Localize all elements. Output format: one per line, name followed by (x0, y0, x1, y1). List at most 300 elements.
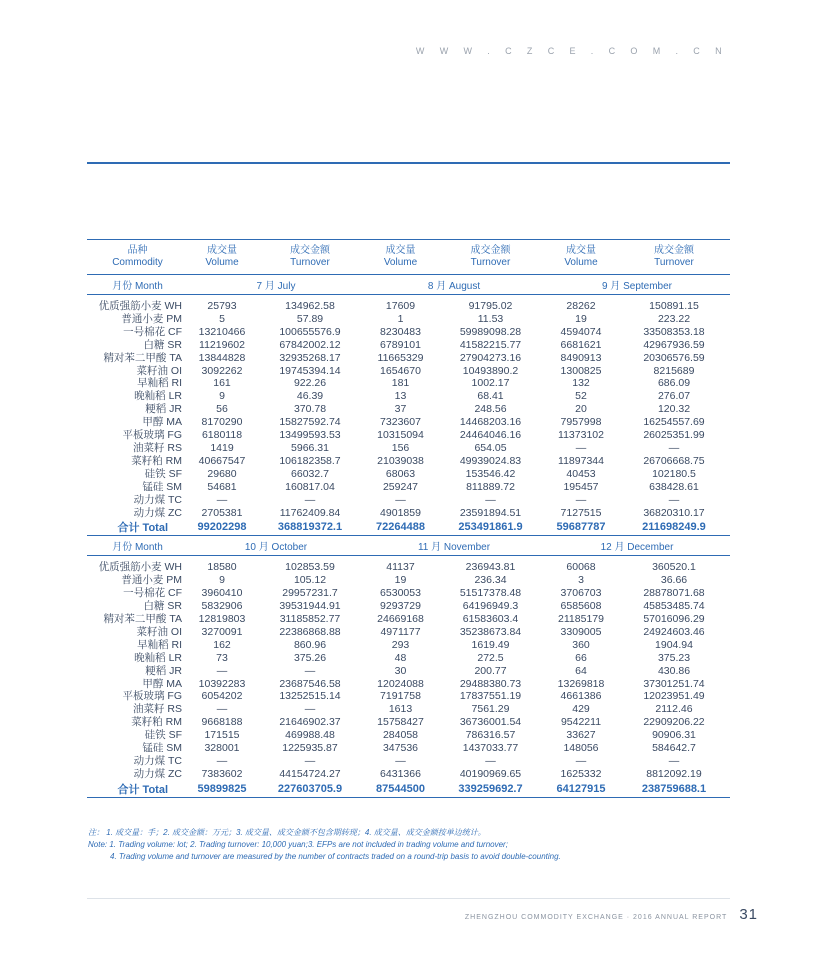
commodity-name: 油菜籽 RS (132, 703, 182, 716)
total-turnover: 368819372.1 (256, 519, 364, 536)
month-row (87, 275, 730, 295)
turnover-cell: 17837551.19 (459, 690, 522, 703)
table-row (87, 339, 730, 352)
turnover-cell: 61583603.4 (462, 613, 519, 626)
turnover-cell: — (485, 755, 496, 767)
turnover-cell: 32935268.17 (279, 351, 341, 364)
turnover-cell: 19745394.14 (279, 364, 341, 377)
turnover-cell: 24924603.46 (643, 625, 705, 638)
commodity-name: 精对苯二甲酸 TA (103, 351, 182, 364)
turnover-cell: 15827592.74 (279, 416, 341, 429)
volume-cell: 17609 (385, 300, 416, 312)
volume-cell: 4901859 (380, 506, 421, 519)
header-turnover: 成交金额 Turnover (437, 240, 544, 275)
turnover-cell: 35238673.84 (459, 625, 522, 638)
table-row (87, 481, 730, 494)
turnover-cell: 1619.49 (471, 638, 510, 651)
turnover-cell: — (485, 493, 496, 506)
volume-cell: 21185179 (558, 613, 604, 626)
volume-cell: 6054202 (201, 690, 243, 703)
turnover-cell: 16254557.69 (643, 416, 705, 429)
volume-cell: 1654670 (380, 364, 421, 377)
volume-cell: 7127515 (560, 506, 602, 519)
turnover-cell: 40190969.65 (459, 767, 522, 780)
volume-cell: 9542211 (560, 716, 602, 729)
turnover-cell: — (304, 664, 316, 677)
turnover-cell: 276.07 (657, 390, 691, 403)
turnover-cell: 1002.17 (471, 377, 510, 390)
volume-cell: 4661386 (560, 690, 602, 703)
volume-cell: 1613 (388, 703, 413, 716)
turnover-cell: 64196949.3 (462, 600, 519, 613)
volume-cell: 156 (391, 441, 410, 454)
volume-cell: 13 (394, 390, 407, 403)
turnover-cell: 11.53 (477, 312, 504, 325)
table-row (87, 352, 730, 365)
month-september: 9 月 September (544, 275, 730, 295)
commodity-name: 一号棉花 CF (123, 587, 182, 600)
turnover-cell: 67842002.12 (279, 338, 341, 351)
volume-cell: 5832906 (201, 600, 243, 613)
table-row (87, 416, 730, 429)
footer (465, 906, 758, 923)
total-turnover: 227603705.9 (256, 781, 364, 798)
turnover-cell: 200.77 (474, 664, 507, 677)
table-row (87, 313, 730, 326)
header-volume: 成交量 Volume (364, 240, 437, 275)
total-row (87, 781, 730, 798)
turnover-cell: 1437033.77 (462, 742, 519, 755)
volume-cell: 11665329 (377, 351, 424, 364)
table-row (87, 729, 730, 742)
volume-cell: — (575, 493, 587, 506)
turnover-cell: 370.78 (293, 403, 327, 416)
turnover-cell: 8812092.19 (646, 767, 702, 780)
table-row (87, 300, 730, 313)
turnover-cell: 36820310.17 (643, 506, 705, 519)
top-rule (87, 162, 730, 164)
table-row (87, 755, 730, 768)
volume-cell: 8230483 (380, 325, 421, 338)
volume-cell: 9 (219, 574, 225, 587)
month-december: 12 月 December (544, 536, 730, 556)
volume-cell: — (216, 493, 228, 506)
volume-cell: 259247 (382, 480, 419, 493)
turnover-cell: 584642.7 (652, 742, 696, 755)
table-row (87, 429, 730, 442)
turnover-cell: 236.34 (474, 574, 507, 587)
total-volume: 72264488 (364, 519, 437, 536)
table-row (87, 365, 730, 378)
volume-cell: 7191758 (380, 690, 421, 703)
turnover-cell: 66032.7 (291, 467, 329, 480)
commodity-name: 动力煤 ZC (133, 506, 182, 519)
volume-cell: 3270091 (201, 625, 243, 638)
turnover-cell: 1904.94 (655, 638, 693, 651)
table-row (87, 561, 730, 574)
volume-cell: 6789101 (380, 338, 421, 351)
turnover-cell: 59989098.28 (459, 325, 522, 338)
volume-cell: 3092262 (201, 364, 243, 377)
volume-cell: 2705381 (201, 506, 243, 519)
volume-cell: 40453 (566, 467, 596, 480)
turnover-cell: 57.89 (296, 312, 324, 325)
month-row (87, 536, 730, 556)
volume-cell: 6530053 (380, 587, 421, 600)
table-row (87, 600, 730, 613)
volume-cell: 30 (394, 664, 407, 677)
turnover-cell: 272.5 (477, 651, 504, 664)
commodity-name: 粳稻 JR (145, 664, 182, 677)
volume-cell: 37 (394, 403, 407, 416)
volume-cell: 15758427 (377, 716, 424, 729)
turnover-cell: 134962.58 (285, 300, 335, 312)
volume-cell: 6180118 (201, 429, 243, 442)
volume-cell: 28262 (566, 300, 596, 312)
total-turnover: 339259692.7 (437, 781, 544, 798)
total-volume: 87544500 (364, 781, 437, 798)
turnover-cell: — (668, 755, 680, 767)
total-volume: 59899825 (188, 781, 256, 798)
turnover-cell: 23687546.58 (279, 677, 341, 690)
volume-cell: 9 (219, 390, 225, 403)
table-row (87, 494, 730, 507)
turnover-cell: 102180.5 (652, 467, 696, 480)
volume-cell: 328001 (204, 742, 240, 755)
table-header-row (87, 240, 730, 275)
total-volume: 64127915 (544, 781, 618, 798)
turnover-cell: 51517378.48 (459, 587, 522, 600)
volume-cell: 1625332 (560, 767, 602, 780)
commodity-name: 油菜籽 RS (132, 441, 182, 454)
turnover-cell: 2112.46 (655, 703, 693, 716)
turnover-cell: 375.23 (657, 651, 691, 664)
volume-cell: 162 (213, 638, 231, 651)
volume-cell: 33627 (566, 729, 596, 742)
turnover-cell: 20306576.59 (643, 351, 705, 364)
volume-cell: 181 (391, 377, 410, 390)
turnover-cell: 37301251.74 (643, 677, 705, 690)
commodity-name: 甲醇 MA (142, 677, 182, 690)
page-number: 31 (739, 906, 758, 923)
table-row (87, 690, 730, 703)
turnover-cell: 29488380.73 (459, 677, 522, 690)
turnover-cell: 23591894.51 (459, 506, 522, 519)
volume-cell: 7323607 (380, 416, 421, 429)
turnover-cell: 31185852.77 (279, 613, 341, 626)
turnover-cell: 686.09 (657, 377, 691, 390)
turnover-cell: 7561.29 (471, 703, 510, 716)
volume-cell: 11219602 (199, 338, 245, 351)
commodity-name: 甲醇 MA (142, 416, 182, 429)
volume-cell: 171515 (204, 729, 240, 742)
table-row (87, 468, 730, 481)
turnover-cell: 160817.04 (285, 480, 335, 493)
turnover-cell: 654.05 (474, 441, 507, 454)
turnover-cell: 44154724.27 (279, 767, 341, 780)
volume-cell: 41137 (386, 561, 415, 574)
turnover-cell: 22386868.88 (279, 625, 341, 638)
turnover-cell: 236943.81 (465, 561, 516, 574)
volume-cell: 10315094 (377, 429, 424, 442)
commodity-name: 白糖 SR (143, 600, 182, 613)
commodity-name: 一号棉花 CF (123, 325, 182, 338)
volume-cell: 347536 (382, 742, 419, 755)
block-jul-sep (87, 275, 730, 536)
table-row (87, 742, 730, 755)
turnover-cell: 41582215.77 (459, 338, 522, 351)
commodity-name: 优质强筋小麦 WH (98, 300, 182, 312)
table-row (87, 455, 730, 468)
table-row (87, 652, 730, 665)
turnover-cell: 223.22 (657, 312, 691, 325)
volume-cell: 20 (575, 403, 587, 416)
turnover-cell: 14468203.16 (459, 416, 522, 429)
turnover-cell: 26025351.99 (643, 429, 705, 442)
month-october: 10 月 October (188, 536, 364, 556)
commodity-name: 菜籽油 OI (136, 625, 182, 638)
commodity-name: 动力煤 TC (133, 493, 182, 506)
commodity-name: 菜籽粕 RM (131, 716, 182, 729)
turnover-cell: 5966.31 (291, 441, 329, 454)
volume-cell: 9668188 (201, 716, 243, 729)
note-cn: 注： 1. 成交量：手；2. 成交金额：万元；3. 成交量、成交金额不包含期转现；4. 成交量、成交金额按单边统计。 (88, 828, 486, 837)
table-row (87, 703, 730, 716)
turnover-cell: 8215689 (653, 364, 695, 377)
table-row (87, 613, 730, 626)
commodity-name: 动力煤 ZC (133, 767, 182, 780)
volume-cell: 24669168 (377, 613, 424, 626)
turnover-cell: — (304, 493, 316, 506)
commodity-name: 晚籼稻 LR (134, 651, 182, 664)
turnover-cell: 638428.61 (649, 480, 699, 493)
volume-cell: 5 (219, 312, 225, 325)
header-turnover: 成交金额 Turnover (618, 240, 730, 275)
volume-cell: — (575, 755, 587, 767)
commodity-name: 普通小麦 PM (121, 312, 182, 325)
commodity-name: 硅铁 SF (144, 467, 182, 480)
volume-cell: 6681621 (560, 338, 602, 351)
volume-cell: 4971177 (380, 625, 421, 638)
turnover-cell: 360520.1 (652, 561, 696, 574)
volume-cell: 3309005 (560, 625, 602, 638)
volume-cell: 10392283 (198, 677, 246, 690)
table-row (87, 442, 730, 455)
volume-cell: — (216, 703, 228, 716)
turnover-cell: 106182358.7 (279, 454, 341, 467)
volume-cell: 3960410 (201, 587, 243, 600)
turnover-cell: 13252515.14 (279, 690, 341, 703)
table-row (87, 377, 730, 390)
volume-cell: 6585608 (560, 600, 602, 613)
volume-cell: 360 (572, 638, 590, 651)
header-commodity: 品种 Commodity (87, 240, 188, 275)
total-volume: 59687787 (544, 519, 618, 536)
turnover-cell: 36.66 (660, 574, 688, 587)
trading-table (87, 239, 730, 798)
total-label: 合计 Total (87, 519, 188, 536)
volume-cell: 4594074 (560, 325, 602, 338)
table-row (87, 507, 730, 520)
table-row (87, 665, 730, 678)
table-row (87, 326, 730, 339)
turnover-cell: 100655576.9 (279, 325, 341, 338)
commodity-name: 菜籽粕 RM (131, 454, 182, 467)
volume-cell: 8170290 (201, 416, 243, 429)
volume-cell: 29680 (207, 467, 237, 480)
volume-cell: 1419 (210, 441, 234, 454)
turnover-cell: 11762409.84 (279, 506, 341, 519)
volume-cell: 429 (572, 703, 590, 716)
volume-cell: 148056 (563, 742, 599, 755)
volume-cell: 7383602 (201, 767, 243, 780)
turnover-cell: 68.41 (477, 390, 504, 403)
turnover-cell: 153546.42 (465, 467, 516, 480)
commodity-name: 粳稻 JR (145, 403, 182, 416)
turnover-cell: 57016096.29 (643, 613, 705, 626)
turnover-cell: 13499593.53 (279, 429, 341, 442)
turnover-cell: 46.39 (296, 390, 324, 403)
table-row (87, 403, 730, 416)
volume-cell: 13844828 (198, 351, 246, 364)
volume-cell: — (216, 664, 228, 677)
turnover-cell: 10493890.2 (462, 364, 519, 377)
footer-rule (87, 898, 730, 899)
turnover-cell: 27904273.16 (459, 351, 522, 364)
commodity-name: 平板玻璃 FG (122, 429, 182, 442)
total-label: 合计 Total (87, 781, 188, 798)
turnover-cell: 12023951.49 (643, 690, 705, 703)
volume-cell: 48 (394, 651, 407, 664)
header-volume: 成交量 Volume (188, 240, 256, 275)
volume-cell: 18580 (207, 561, 237, 574)
volume-cell: 64 (575, 664, 587, 677)
table-row (87, 626, 730, 639)
turnover-cell: 430.86 (657, 664, 691, 677)
volume-cell: 40667547 (198, 454, 246, 467)
commodity-name: 晚籼稻 LR (134, 390, 182, 403)
table-row (87, 587, 730, 600)
volume-cell: 73 (216, 651, 228, 664)
commodity-name: 优质强筋小麦 WH (98, 561, 182, 574)
volume-cell: 25793 (207, 300, 237, 312)
turnover-cell: — (304, 703, 316, 716)
turnover-cell: — (304, 755, 316, 767)
table-row (87, 716, 730, 729)
volume-cell: 3 (578, 574, 584, 587)
volume-cell: 12819803 (198, 613, 246, 626)
turnover-cell: 811889.72 (466, 480, 515, 493)
turnover-cell: 21646902.37 (279, 716, 341, 729)
volume-cell: 11373102 (558, 429, 604, 442)
volume-cell: 52 (575, 390, 587, 403)
turnover-cell: 33508353.18 (643, 325, 705, 338)
commodity-name: 锰硅 SM (142, 480, 182, 493)
commodity-name: 白糖 SR (143, 338, 182, 351)
notes (88, 827, 561, 863)
volume-cell: — (575, 441, 587, 454)
month-august: 8 月 August (364, 275, 544, 295)
turnover-cell: 26706668.75 (643, 454, 705, 467)
volume-cell: 12024088 (377, 677, 424, 690)
commodity-name: 平板玻璃 FG (122, 690, 182, 703)
footer-text: ZHENGZHOU COMMODITY EXCHANGE · 2016 ANNUAL REPORT (464, 914, 728, 921)
commodity-name: 普通小麦 PM (121, 574, 182, 587)
turnover-cell: 120.32 (657, 403, 691, 416)
volume-cell: — (395, 493, 406, 506)
table-row (87, 390, 730, 403)
turnover-cell: 105.12 (293, 574, 327, 587)
commodity-name: 动力煤 TC (133, 755, 182, 767)
volume-cell: 13210466 (198, 325, 246, 338)
month-november: 11 月 November (364, 536, 544, 556)
volume-cell: — (395, 755, 406, 767)
volume-cell: 54681 (207, 480, 237, 493)
commodity-name: 菜籽油 OI (136, 364, 182, 377)
turnover-cell: 150891.15 (649, 300, 699, 312)
table-row (87, 768, 730, 781)
turnover-cell: 29957231.7 (282, 587, 338, 600)
volume-cell: 7957998 (560, 416, 602, 429)
turnover-cell: 786316.57 (465, 729, 516, 742)
volume-cell: 9293729 (380, 600, 421, 613)
month-label: 月份 Month (87, 536, 188, 556)
turnover-cell: 102853.59 (285, 561, 335, 574)
turnover-cell: — (668, 441, 680, 454)
volume-cell: 56 (216, 403, 228, 416)
turnover-cell: 469988.48 (285, 729, 335, 742)
turnover-cell: 24464046.16 (459, 429, 522, 442)
turnover-cell: 922.26 (293, 377, 327, 390)
volume-cell: 6431366 (380, 767, 421, 780)
turnover-cell: 49939024.83 (459, 454, 522, 467)
volume-cell: 1 (397, 312, 404, 325)
turnover-cell: 91795.02 (468, 300, 513, 312)
volume-cell: 1300825 (560, 364, 602, 377)
commodity-name: 早籼稻 RI (137, 638, 182, 651)
volume-cell: 19 (394, 574, 407, 587)
header-turnover: 成交金额 Turnover (256, 240, 364, 275)
volume-cell: — (216, 755, 228, 767)
total-turnover: 238759688.1 (618, 781, 730, 798)
table-row (87, 639, 730, 652)
volume-cell: 3706703 (560, 587, 602, 600)
turnover-cell: 39531944.91 (279, 600, 341, 613)
commodity-name: 早籼稻 RI (137, 377, 182, 390)
total-row (87, 519, 730, 536)
turnover-cell: 375.26 (293, 651, 327, 664)
turnover-cell: 90906.31 (652, 729, 696, 742)
commodity-name: 锰硅 SM (142, 742, 182, 755)
turnover-cell: 860.96 (293, 638, 327, 651)
table-row (87, 574, 730, 587)
volume-cell: 11897344 (558, 454, 604, 467)
volume-cell: 293 (391, 638, 410, 651)
note-en-2: 4. Trading volume and turnover are measured by the number of contracts traded on a round-trip basis to avoid double-counting. (110, 852, 561, 861)
volume-cell: 21039038 (377, 454, 424, 467)
turnover-cell: 248.56 (474, 403, 507, 416)
total-turnover: 211698249.9 (618, 519, 730, 536)
volume-cell: 195457 (563, 480, 599, 493)
commodity-name: 精对苯二甲酸 TA (103, 613, 182, 626)
header-volume: 成交量 Volume (544, 240, 618, 275)
volume-cell: 8490913 (560, 351, 602, 364)
volume-cell: 132 (572, 377, 590, 390)
block-oct-dec (87, 536, 730, 797)
month-july: 7 月 July (188, 275, 364, 295)
total-volume: 99202298 (188, 519, 256, 536)
volume-cell: 284058 (382, 729, 419, 742)
